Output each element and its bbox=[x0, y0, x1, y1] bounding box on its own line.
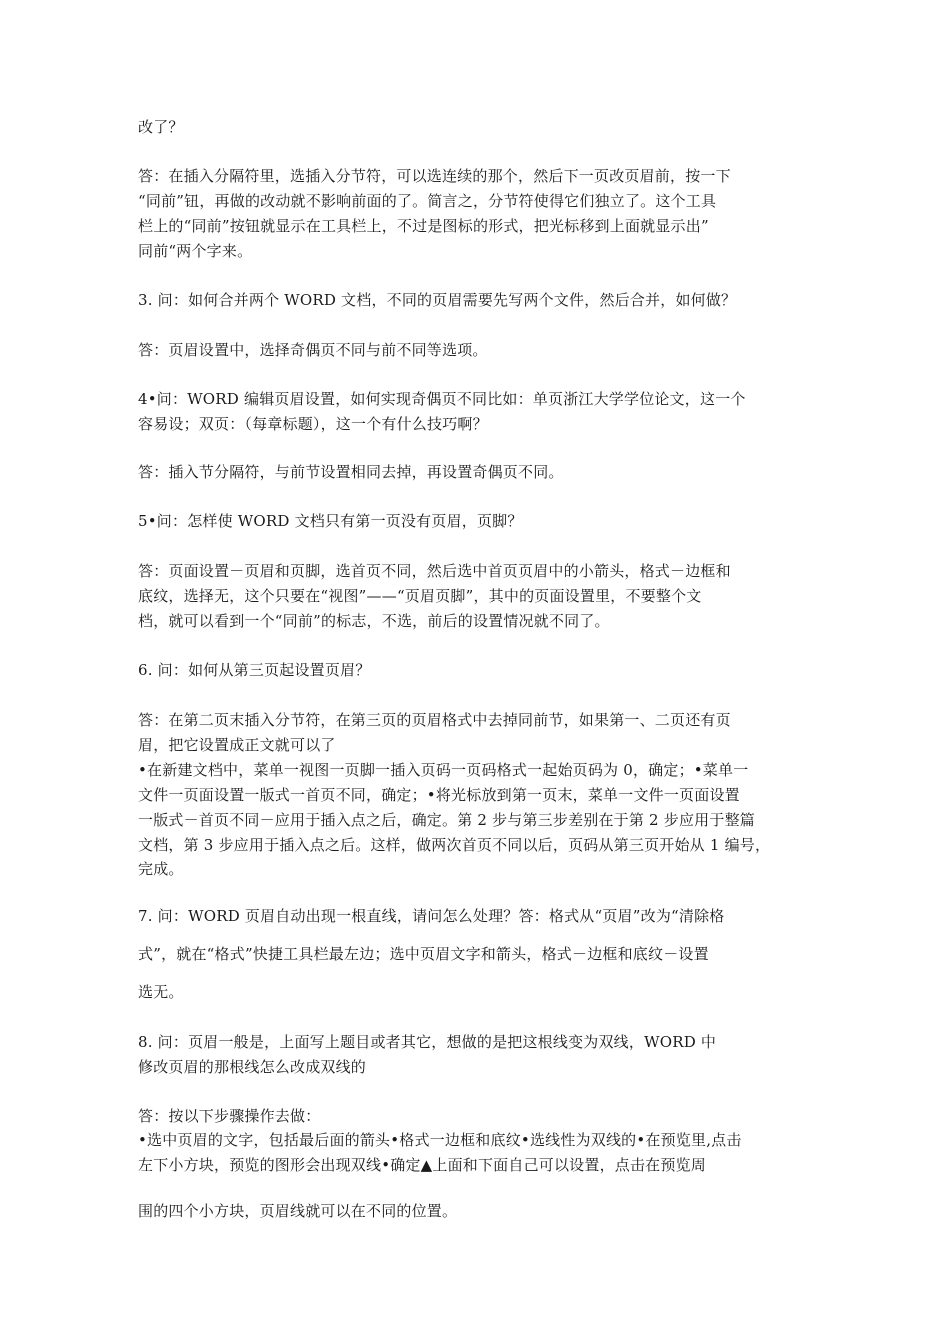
text-line: 答：按以下步骤操作去做： bbox=[138, 1107, 321, 1125]
text-line: 答：页面设置－页眉和页脚，选首页不同，然后选中首页页眉中的小箭头，格式－边框和 bbox=[138, 562, 731, 580]
text-line: 同前“两个字来。 bbox=[138, 242, 253, 260]
text-line: 答：在第二页末插入分节符，在第三页的页眉格式中去掉同前节，如果第一、二页还有页 bbox=[138, 711, 731, 729]
text-line: 7. 问：WORD 页眉自动出现一根直线，请问怎么处理？答：格式从“页眉”改为“清除格 bbox=[138, 907, 725, 925]
text-line: 完成。 bbox=[138, 860, 184, 878]
text-line: 左下小方块，预览的图形会出现双线•确定▲上面和下面自己可以设置，点击在预览周 bbox=[138, 1156, 706, 1174]
text-line: 选无。 bbox=[138, 983, 184, 1001]
text-line: 4•问：WORD 编辑页眉设置，如何实现奇偶页不同比如：单页浙江大学学位论文，这一个 bbox=[138, 390, 746, 408]
text-line: 式”，就在“格式”快捷工具栏最左边；选中页眉文字和箭头，格式－边框和底纹－设置 bbox=[138, 945, 709, 963]
text-line: 文档，第 3 步应用于插入点之后。这样，做两次首页不同以后，页码从第三页开始从 1 编号， bbox=[138, 836, 771, 854]
text-line: 底纹，选择无，这个只要在“视图”——“页眉页脚”，其中的页面设置里，不要整个文 bbox=[138, 587, 702, 605]
text-line: 容易设；双页：（每章标题），这一个有什么技巧啊？ bbox=[138, 415, 488, 433]
text-line: 修改页眉的那根线怎么改成双线的 bbox=[138, 1058, 367, 1076]
text-line: 答：插入节分隔符，与前节设置相同去掉，再设置奇偶页不同。 bbox=[138, 463, 564, 481]
text-line: 一版式－首页不同－应用于插入点之后，确定。第 2 步与第三步差别在于第 2 步应用于整篇 bbox=[138, 811, 755, 829]
text-line: 答：在插入分隔符里，选插入分节符，可以选连续的那个，然后下一页改页眉前，按一下 bbox=[138, 167, 731, 185]
text-line: 6. 问：如何从第三页起设置页眉？ bbox=[138, 661, 371, 679]
text-line: 眉，把它设置成正文就可以了 bbox=[138, 736, 336, 754]
text-line: 5•问：怎样使 WORD 文档只有第一页没有页眉，页脚？ bbox=[138, 512, 523, 530]
text-line: 文件一页面设置一版式一首页不同，确定；•将光标放到第一页末，菜单一文件一页面设置 bbox=[138, 786, 740, 804]
text-line: 档，就可以看到一个“同前”的标志，不选，前后的设置情况就不同了。 bbox=[138, 612, 610, 630]
text-line: 栏上的“同前”按钮就显示在工具栏上，不过是图标的形式，把光标移到上面就显示出” bbox=[138, 217, 709, 235]
text-line: 改了？ bbox=[138, 118, 184, 136]
text-line: 8. 问：页眉一般是，上面写上题目或者其它，想做的是把这根线变为双线，WORD 中 bbox=[138, 1033, 717, 1051]
text-line: 答：页眉设置中，选择奇偶页不同与前不同等选项。 bbox=[138, 341, 488, 359]
text-line: “同前”钮，再做的改动就不影响前面的了。简言之，分节符使得它们独立了。这个工具 bbox=[138, 192, 717, 210]
text-line: •在新建文档中，菜单一视图一页脚一插入页码一页码格式一起始页码为 0，确定；•菜单一 bbox=[138, 761, 749, 779]
text-line: 围的四个小方块，页眉线就可以在不同的位置。 bbox=[138, 1202, 458, 1220]
text-line: 3. 问：如何合并两个 WORD 文档，不同的页眉需要先写两个文件，然后合并，如何做？ bbox=[138, 291, 737, 309]
text-line: •选中页眉的文字，包括最后面的箭头•格式一边框和底纹•选线性为双线的•在预览里,点击 bbox=[138, 1131, 742, 1149]
